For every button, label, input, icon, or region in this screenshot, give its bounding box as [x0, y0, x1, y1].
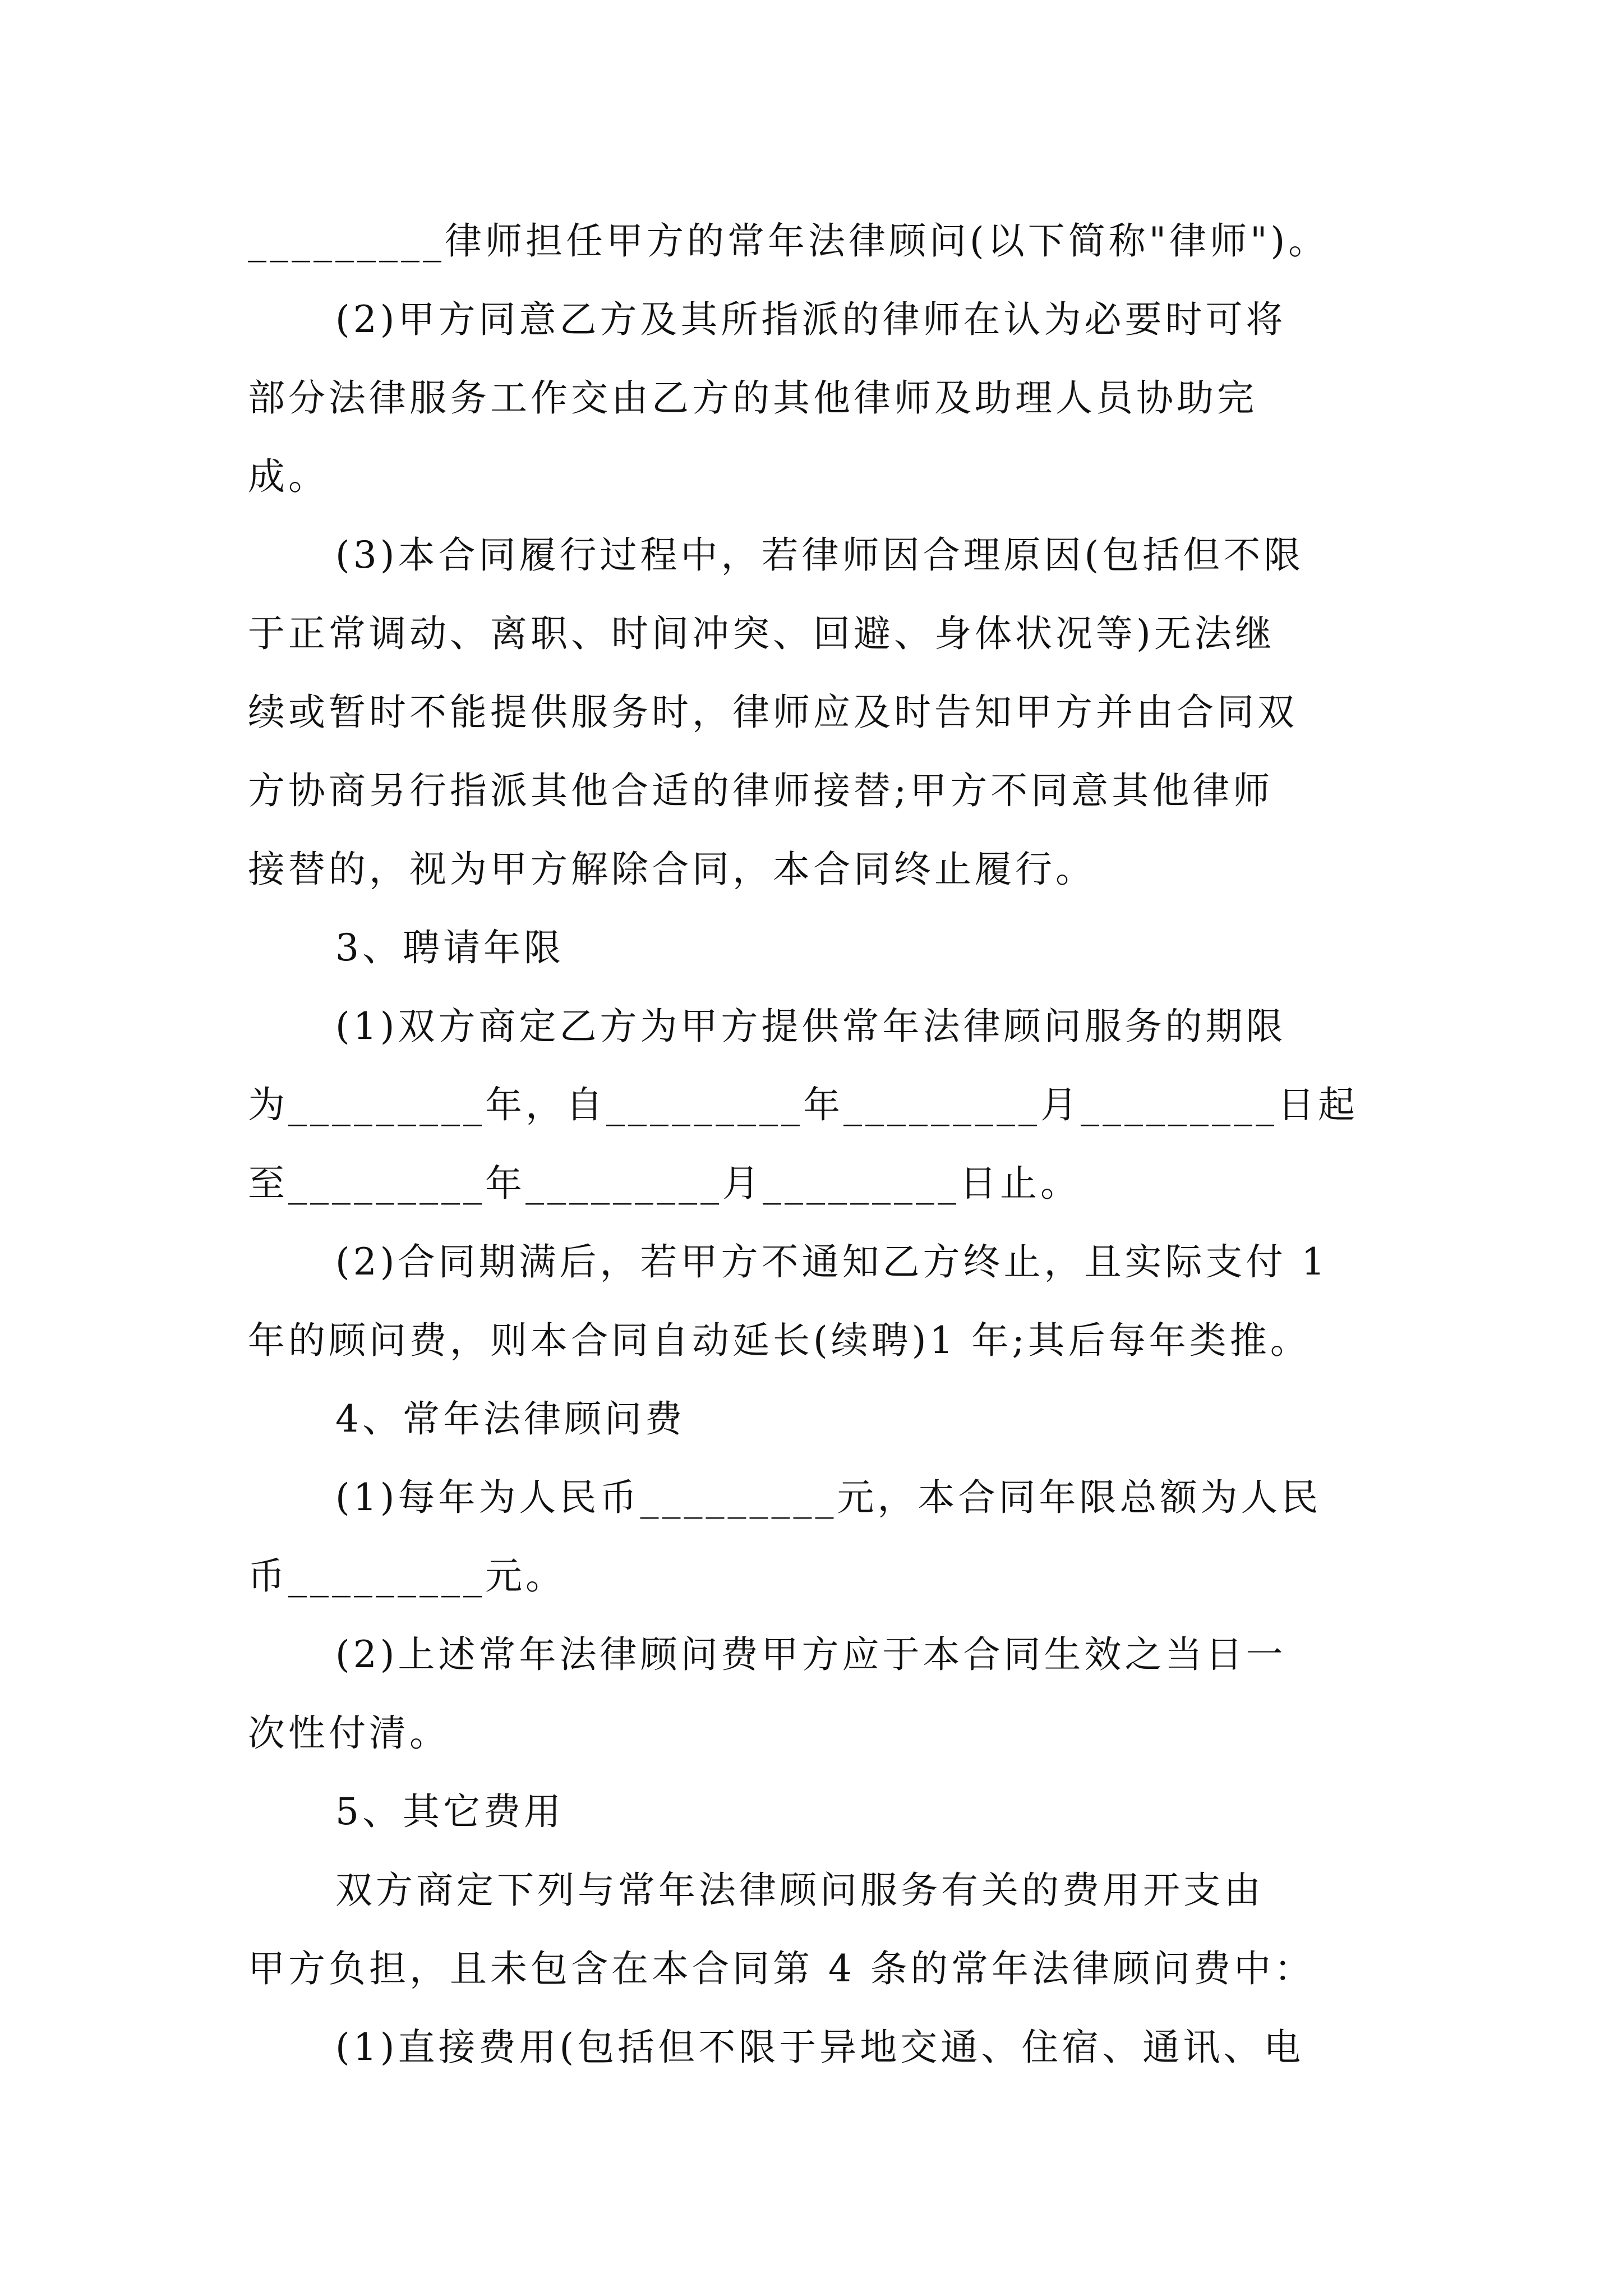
text-line: 为_________年，自_________年_________月_________日起 [248, 1083, 1358, 1126]
section-heading: 3、聘请年限 [335, 926, 564, 969]
text-line: (1)直接费用(包括但不限于异地交通、住宿、通讯、电 [335, 2026, 1304, 2069]
text-line: 币_________元。 [248, 1554, 566, 1598]
text-line: (2)甲方同意乙方及其所指派的律师在认为必要时可将 [335, 298, 1287, 341]
text-line: 部分法律服务工作交由乙方的其他律师及助理人员协助完 [248, 376, 1257, 420]
text-line: 方协商另行指派其他合适的律师接替;甲方不同意其他律师 [248, 769, 1274, 812]
section-heading: 4、常年法律顾问费 [335, 1397, 685, 1441]
text-line: (2)合同期满后，若甲方不通知乙方终止，且实际支付 1 [335, 1240, 1329, 1283]
text-line: (3)本合同履行过程中，若律师因合理原因(包括但不限 [335, 533, 1304, 577]
text-line: (2)上述常年法律顾问费甲方应于本合同生效之当日一 [335, 1633, 1287, 1676]
text-line: 成。 [248, 455, 329, 498]
section-heading: 5、其它费用 [335, 1790, 564, 1833]
text-line: 续或暂时不能提供服务时，律师应及时告知甲方并由合同双 [248, 691, 1298, 734]
text-line: 甲方负担，且未包含在本合同第 4 条的常年法律顾问费中： [248, 1947, 1315, 1990]
text-line: 接替的，视为甲方解除合同，本合同终止履行。 [248, 848, 1096, 891]
text-line: 于正常调动、离职、时间冲突、回避、身体状况等)无法继 [248, 612, 1275, 655]
text-line: 双方商定下列与常年法律顾问服务有关的费用开支由 [335, 1869, 1264, 1912]
text-line: 年的顾问费，则本合同自动延长(续聘)1 年;其后每年类推。 [248, 1319, 1311, 1362]
text-line: (1)每年为人民币_________元，本合同年限总额为人民 [335, 1476, 1322, 1519]
text-line: 次性付清。 [248, 1711, 450, 1755]
text-line: 至_________年_________月_________日止。 [248, 1162, 1081, 1205]
text-line: _________律师担任甲方的常年法律顾问(以下简称"律师")。 [248, 219, 1329, 263]
text-line: (1)双方商定乙方为甲方提供常年法律顾问服务的期限 [335, 1005, 1287, 1048]
